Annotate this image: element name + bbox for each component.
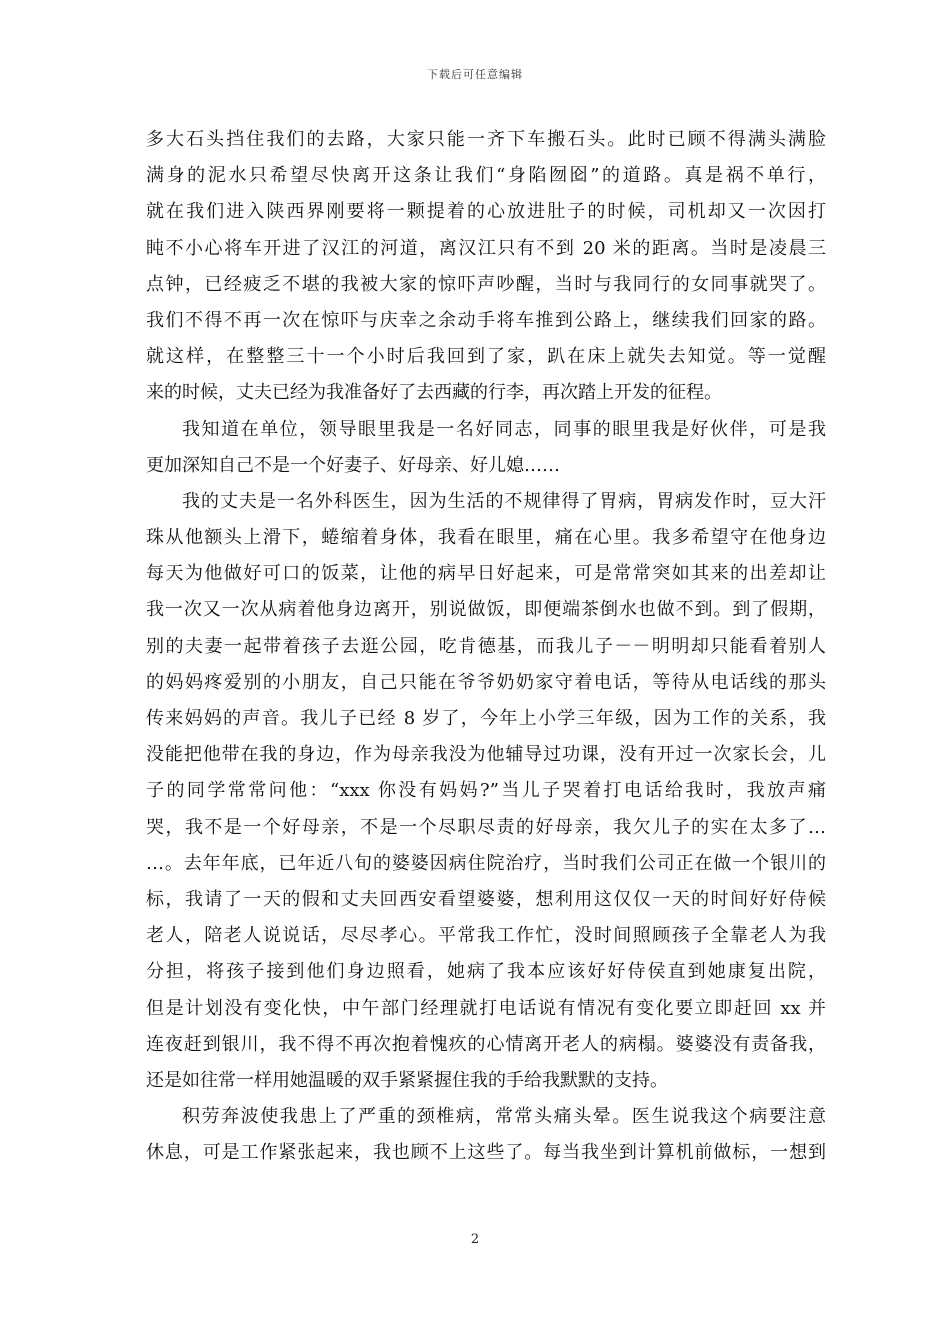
text-line: 满身的泥水只希望尽快离开这条让我们“身陷囫囵”的道路。真是祸不单行， [146,165,826,187]
text-line: 我的丈夫是一名外科医生，因为生活的不规律得了胃病，胃病发作时，豆大汗 [182,490,826,512]
text-line: 多大石头挡住我们的去路，大家只能一齐下车搬石头。此时已顾不得满头满脸 [146,129,826,150]
text-line: 盹不小心将车开进了汉江的河道，离汉江只有不到 20 米的距离。当时是凌晨三 [146,237,826,259]
text-line: 连夜赶到银川，我不得不再次抱着愧疚的心情离开老人的病榻。婆婆没有责备我， [146,1033,826,1055]
text-line: 还是如往常一样用她温暖的双手紧紧握住我的手给我默默的支持。 [146,1069,668,1091]
text-line: 来的时候，丈夫已经为我准备好了去西藏的行李，再次踏上开发的征程。 [146,382,722,404]
text-line: 积劳奔波使我患上了严重的颈椎病，常常头痛头晕。医生说我这个病要注意 [182,1106,826,1128]
text-line: 但是计划没有变化快，中午部门经理就打电话说有情况有变化要立即赶回 xx 并 [146,997,826,1019]
text-line: …。去年年底，已年近八旬的婆婆因病住院治疗，当时我们公司正在做一个银川的 [146,852,826,874]
text-line: 的妈妈疼爱别的小朋友，自己只能在爷爷奶奶家守着电话，等待从电话线的那头 [146,671,826,693]
text-line: 没能把他带在我的身边，作为母亲我没为他辅导过功课，没有开过一次家长会，儿 [146,744,826,766]
document-body [146,122,826,1171]
text-line: 我们不得不再一次在惊吓与庆幸之余动手将车推到公路上，继续我们回家的路。 [146,309,826,331]
text-line: 点钟，已经疲乏不堪的我被大家的惊吓声吵醒，当时与我同行的女同事就哭了。 [146,273,826,295]
text-line: 传来妈妈的声音。我儿子已经 8 岁了，今年上小学三年级，因为工作的关系，我 [146,708,826,729]
text-line: 休息，可是工作紧张起来，我也顾不上这些了。每当我坐到计算机前做标，一想到 [146,1142,826,1164]
text-line: 就这样，在整整三十一个小时后我回到了家，趴在床上就失去知觉。等一觉醒 [146,346,826,368]
text-line: 珠从他额头上滑下，蜷缩着身体，我看在眼里，痛在心里。我多希望守在他身边 [146,527,826,549]
text-line: 标，我请了一天的假和丈夫回西安看望婆婆，想利用这仅仅一天的时间好好侍候 [146,888,826,910]
text-line: 更加深知自己不是一个好妻子、好母亲、好儿媳…… [146,454,560,476]
text-line: 每天为他做好可口的饭菜，让他的病早日好起来，可是常常突如其来的出差却让 [146,563,826,585]
text-line: 哭，我不是一个好母亲，不是一个尽职尽责的好母亲，我欠儿子的实在太多了… [146,816,826,838]
text-line: 别的夫妻一起带着孩子去逛公园，吃肯德基，而我儿子－－明明却只能看着别人 [146,635,826,657]
text-line: 老人，陪老人说说话，尽尽孝心。平常我工作忙，没时间照顾孩子全靠老人为我 [146,925,826,947]
text-line: 分担，将孩子接到他们身边照看，她病了我本应该好好侍侯直到她康复出院， [146,961,826,983]
page-header: 下载后可任意编辑 [427,68,523,81]
page-number: 2 [470,1232,480,1247]
text-line: 我知道在单位，领导眼里我是一名好同志，同事的眼里我是好伙伴，可是我 [182,418,826,440]
text-line: 子的同学常常问他：“xxx 你没有妈妈?”当儿子哭着打电话给我时，我放声痛 [146,780,826,802]
text-line: 我一次又一次从病着他身边离开，别说做饭，即便端茶倒水也做不到。到了假期， [146,599,826,621]
text-line: 就在我们进入陕西界刚要将一颗提着的心放进肚子的时候，司机却又一次因打 [146,201,826,223]
